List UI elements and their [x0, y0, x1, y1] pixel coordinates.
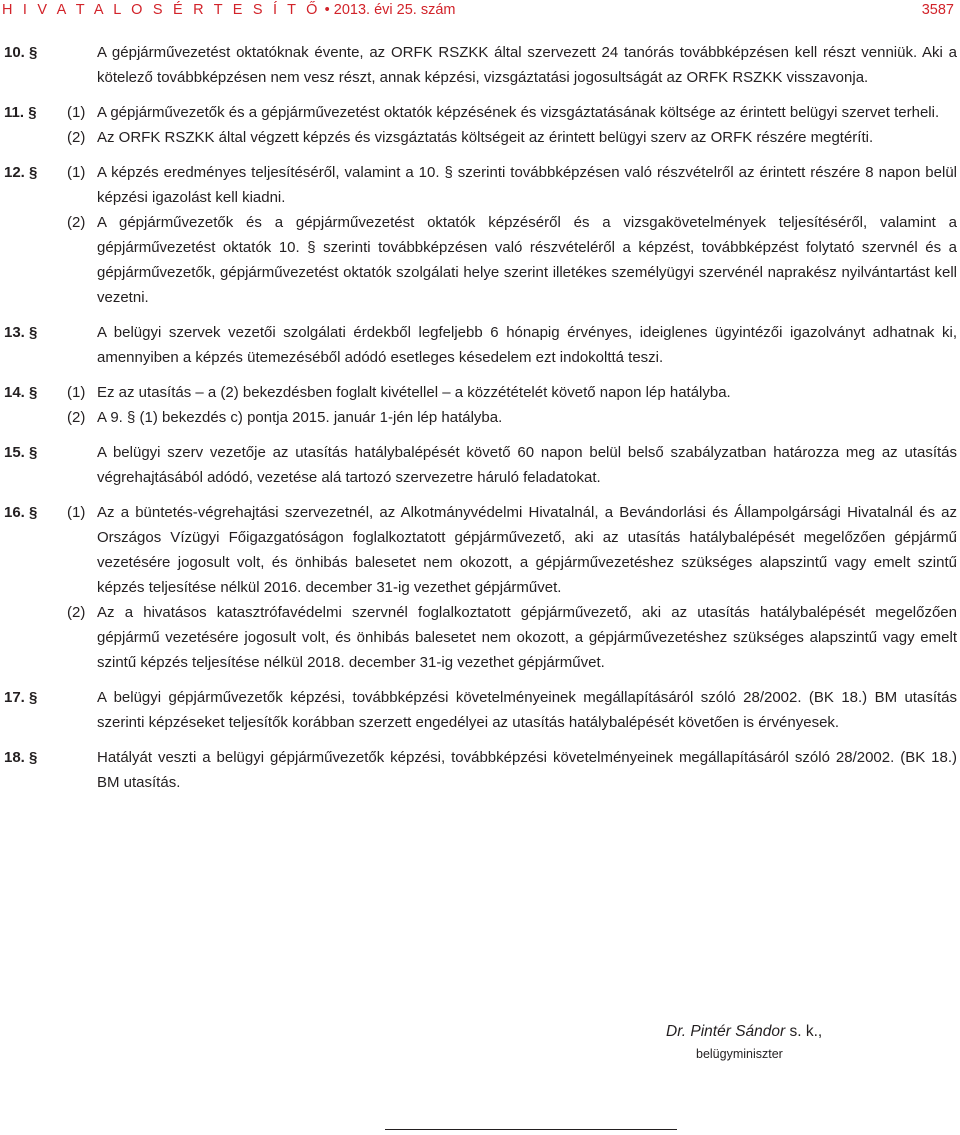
publication-title: H I V A T A L O S É R T E S Í T Ő [2, 2, 321, 18]
page-number: 3587 [921, 2, 954, 18]
paragraph-text: A 9. § (1) bekezdés c) pontja 2015. január 1-jén lép hatályba. [97, 409, 503, 426]
section-number: 14. § [4, 384, 38, 401]
paragraph-number: (1) [67, 384, 86, 401]
paragraph-number: (2) [67, 214, 86, 231]
paragraph-number: (1) [67, 104, 86, 121]
section [0, 440, 960, 490]
section [0, 320, 960, 370]
paragraph-number: (2) [67, 604, 86, 621]
running-head [2, 2, 455, 18]
paragraph-text: A belügyi szervek vezetői szolgálati érdekből legfeljebb 6 hónapig érvényes, ideiglenes ügyintézői igazolványt adhatnak ki, amennyiben a képzés ütemezéséből adódó esetleges késedelem ezt indokolttá teszi. [97, 324, 957, 366]
paragraph-text: A gépjárművezetők és a gépjárművezetést oktatók képzésének és vizsgáztatásának költsége az érintett belügyi szervet terheli. [97, 104, 940, 121]
section [0, 685, 960, 735]
paragraph [0, 685, 960, 735]
paragraph [0, 125, 960, 150]
signatory-title: belügyminiszter [696, 1047, 783, 1061]
signatory-suffix: s. k., [785, 1023, 823, 1040]
page-header [0, 0, 960, 22]
paragraph-number: (1) [67, 164, 86, 181]
section [0, 380, 960, 430]
paragraph [0, 745, 960, 795]
signatory-name [666, 1023, 822, 1041]
section [0, 40, 960, 90]
section [0, 745, 960, 795]
paragraph [0, 40, 960, 90]
paragraph-text: A belügyi gépjárművezetők képzési, továbbképzési követelményeinek megállapításáról szóló 28/2002. (BK 18.) BM utasítás szerinti képzéseket teljesítők korábban szerzett engedélyei az utasítás hatálybalépését követően is érvényesek. [97, 689, 957, 731]
section-number: 17. § [4, 689, 38, 706]
paragraph [0, 160, 960, 210]
paragraph-text: Ez az utasítás – a (2) bekezdésben foglalt kivétellel – a közzétételét követő napon lép hatályba. [97, 384, 731, 401]
paragraph-number: (1) [67, 504, 86, 521]
paragraph [0, 320, 960, 370]
footer-rule [385, 1129, 677, 1130]
section [0, 160, 960, 310]
signature-block [0, 1020, 960, 1068]
document-body [0, 40, 960, 805]
section-number: 10. § [4, 44, 38, 61]
signatory-name-italic: Dr. Pintér Sándor [666, 1023, 786, 1040]
paragraph-text: Az ORFK RSZKK által végzett képzés és vizsgáztatás költségeit az érintett belügyi szerv az ORFK részére megtéríti. [97, 129, 874, 146]
paragraph [0, 440, 960, 490]
paragraph-text: Hatályát veszti a belügyi gépjárművezetők képzési, továbbképzési követelményeinek megállapításáról szóló 28/2002. (BK 18.) BM utasítás. [97, 749, 957, 791]
issue-info: • 2013. évi 25. szám [324, 2, 456, 18]
paragraph-text: A gépjárművezetők és a gépjárművezetést oktatók képzéséről és a vizsgakövetelmények teljesítéséről, valamint a gépjárművezetést oktatók 10. § szerinti továbbképzésen való részvételéről a képzést, továbbképzést folytató szervnél és a gépjárművezetők, gépjárművezetést oktatók szolgálati helye szerint illetékes személyügyi szervénél naprakész nyilvántartást kell vezetni. [97, 214, 957, 306]
section [0, 500, 960, 675]
paragraph [0, 380, 960, 405]
paragraph-text: A képzés eredményes teljesítéséről, valamint a 10. § szerinti továbbképzésen való részvételről az érintett részére 8 napon belül képzési igazolást kell kiadni. [97, 164, 957, 206]
paragraph [0, 210, 960, 310]
paragraph-text: A belügyi szerv vezetője az utasítás hatálybalépését követő 60 napon belül belső szabályzatban határozza meg az utasítás végrehajtásából adódó, vezetése alá tartozó szervezetre háruló feladatokat. [97, 444, 957, 486]
section-number: 13. § [4, 324, 38, 341]
section-number: 12. § [4, 164, 38, 181]
paragraph-text: A gépjárművezetést oktatóknak évente, az ORFK RSZKK által szervezett 24 tanórás továbbképzésen kell részt venniük. Aki a kötelező továbbképzésen nem vesz részt, annak képzési, vizsgáztatási jogosultságát az ORFK RSZKK visszavonja. [97, 44, 957, 86]
paragraph-number: (2) [67, 129, 86, 146]
section-number: 18. § [4, 749, 38, 766]
section-number: 11. § [4, 104, 37, 121]
paragraph [0, 500, 960, 600]
paragraph [0, 405, 960, 430]
section-number: 15. § [4, 444, 38, 461]
paragraph [0, 100, 960, 125]
paragraph-number: (2) [67, 409, 86, 426]
section [0, 100, 960, 150]
paragraph [0, 600, 960, 675]
paragraph-text: Az a hivatásos katasztrófavédelmi szervnél foglalkoztatott gépjárművezető, aki az utasítás hatálybalépését megelőzően gépjármű vezetésére jogosult volt, és önhibás balesetet nem okozott, a gépjárművezetéshez szükséges alapszintű vagy emelt szintű képzés teljesítése nélkül 2018. december 31-ig vezethet gépjárművet. [97, 604, 957, 671]
section-number: 16. § [4, 504, 38, 521]
paragraph-text: Az a büntetés-végrehajtási szervezetnél, az Alkotmányvédelmi Hivatalnál, a Bevándorlási és Állampolgársági Hivatalnál és az Országos Vízügyi Főigazgatóságon foglalkoztatott gépjárművezető, aki az utasítás hatálybalépését megelőzően gépjármű vezetésére jogosult volt, és önhibás balesetet nem okozott, a gépjárművezetéshez szükséges alapszintű vagy emelt szintű képzés teljesítése nélkül 2016. december 31-ig vezethet gépjárművet. [97, 504, 957, 596]
